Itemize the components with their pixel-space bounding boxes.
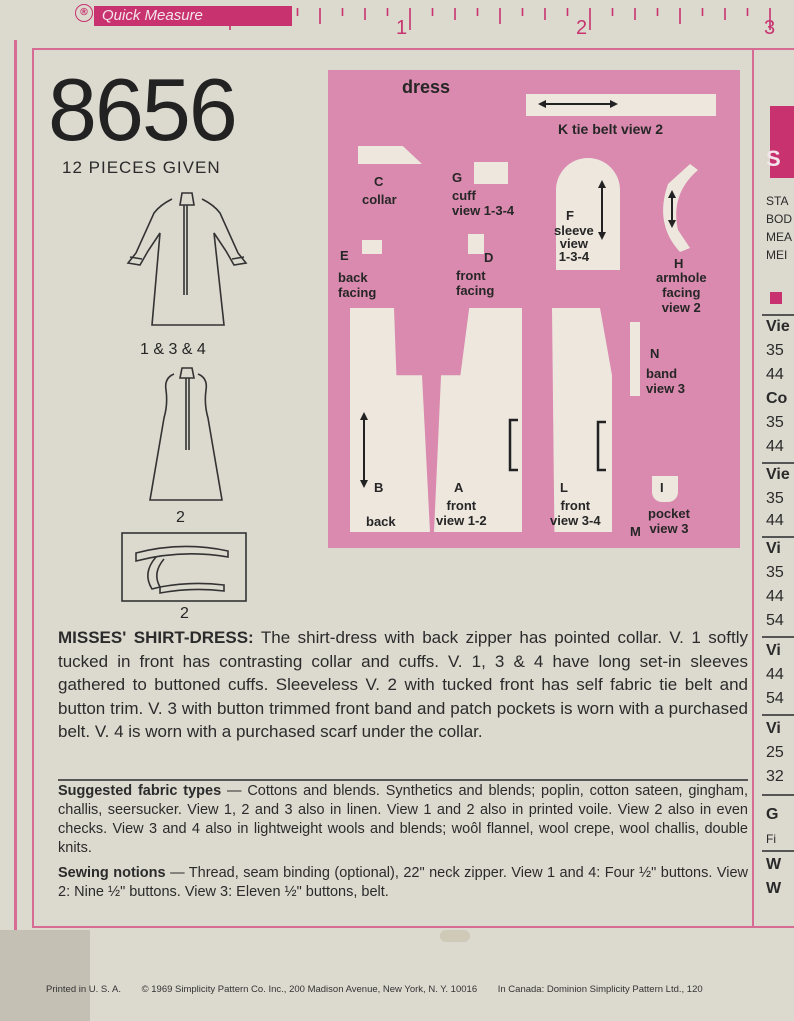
divider xyxy=(58,779,748,781)
right-line: MEA xyxy=(766,230,793,244)
piece-n-band xyxy=(630,322,640,396)
view-sketches xyxy=(112,185,262,625)
piece-l-label: front view 3-4 xyxy=(550,498,601,528)
piece-d-letter: D xyxy=(484,250,494,265)
dress-view-1-3-4-sketch xyxy=(128,193,246,325)
view-label-2: 2 xyxy=(176,509,185,526)
piece-i-label: pocket view 3 xyxy=(648,506,690,536)
panel-title: dress xyxy=(402,77,451,97)
right-line: STA xyxy=(766,194,789,208)
notions-body: — Thread, seam binding (optional), 22" neck zipper. View 1 and 4: Four ½" buttons. View 2: Nine ½" buttons. View 3: Eleven ½" buttons, belt. xyxy=(58,865,749,900)
piece-e-back-facing xyxy=(362,240,382,254)
outer-frame-line xyxy=(14,40,17,930)
piece-f-letter: F xyxy=(566,208,574,223)
paper-stain xyxy=(440,930,470,942)
printed-in: Printed in U. S. A. xyxy=(46,984,121,995)
right-line: BOD xyxy=(766,212,793,226)
right-line: W xyxy=(766,856,782,873)
piece-k-label: K tie belt view 2 xyxy=(558,121,664,137)
right-line: Co xyxy=(766,390,788,407)
right-line: 54 xyxy=(766,612,784,629)
dress-view-2-sketch xyxy=(150,368,222,500)
rule xyxy=(762,714,794,716)
right-line: 35 xyxy=(766,414,784,431)
piece-i-pocket xyxy=(652,476,678,502)
piece-d-label: front facing xyxy=(456,268,495,298)
right-line: Vie xyxy=(766,466,790,483)
ruler-number-1: 1 xyxy=(396,17,408,39)
piece-b-label: back xyxy=(366,514,396,529)
description-body: The shirt-dress with back zipper has pointed collar. V. 1 softly tucked in front has contrasting collar and cuffs. V. 1, 3 & 4 have long set-in sleeves gathered to buttoned cuffs. Sleeveless V. 2 with tucked front has self fabric tie belt and button trim. V. 3 with button trimmed front band and patch pockets is worn with a purchased belt. V. 4 is worn with a purchased scarf under the collar. xyxy=(58,628,748,741)
rule xyxy=(762,636,794,638)
tie-belt-sketch xyxy=(122,533,246,601)
piece-n-letter: N xyxy=(650,346,660,361)
suggested-fabrics xyxy=(58,782,748,858)
right-line: 35 xyxy=(766,342,784,359)
right-line: 25 xyxy=(766,744,784,761)
fold-bracket xyxy=(594,420,608,472)
footer xyxy=(46,984,794,995)
ruler-ticks xyxy=(70,0,794,40)
piece-b-letter: B xyxy=(374,480,384,495)
piece-e-letter: E xyxy=(340,248,349,263)
ruler-number-3: 3 xyxy=(764,17,776,39)
grainline-arrow xyxy=(596,180,608,240)
piece-l-letter: L xyxy=(560,480,568,495)
piece-g-label: cuff view 1-3-4 xyxy=(452,188,515,218)
right-line: Vi xyxy=(766,540,781,557)
right-line: Vi xyxy=(766,642,781,659)
pieces-given: 12 PIECES GIVEN xyxy=(62,158,221,177)
piece-a-label: front view 1-2 xyxy=(436,498,487,528)
right-line: 54 xyxy=(766,690,784,707)
right-line: W xyxy=(766,880,782,897)
piece-i-letter: I xyxy=(660,480,664,495)
right-line: Vi xyxy=(766,720,781,737)
piece-c-letter: C xyxy=(374,174,384,189)
piece-h-label: armhole facing view 2 xyxy=(656,270,707,315)
right-line: Fi xyxy=(766,832,776,846)
right-line: Vie xyxy=(766,318,790,335)
fabric-body: — Cottons and blends. Synthetics and blends; poplin, cotton sateen, gingham, challis, seersucker. View 1, 2 and 3 also in linen. View 1 and 2 also in printed voile. View 2 also in even checks. View 3 and 4 also in lightweight wools and blends; woôl flannel, wool crepe, wool challis, double knits. xyxy=(58,783,748,856)
fold-bracket xyxy=(506,418,520,472)
piece-h-letter: H xyxy=(674,256,684,271)
notions-lead: Sewing notions xyxy=(58,865,166,881)
copyright: © 1969 Simplicity Pattern Co. Inc., 200 Madison Avenue, New York, N. Y. 10016 xyxy=(141,984,478,995)
grainline-arrow xyxy=(358,412,370,488)
right-divider xyxy=(752,48,754,928)
piece-c-collar xyxy=(358,146,422,164)
piece-m-letter: M xyxy=(630,524,641,539)
right-line: 32 xyxy=(766,768,784,785)
rule xyxy=(762,536,794,538)
fabric-lead: Suggested fabric types xyxy=(58,783,222,799)
piece-a-letter: A xyxy=(454,480,464,495)
canada-notice: In Canada: Dominion Simplicity Pattern Ltd., 120 xyxy=(497,984,703,995)
pattern-number: 8656 xyxy=(48,60,236,159)
right-line: 44 xyxy=(766,666,784,683)
view-label-belt: 2 xyxy=(180,605,189,622)
sewing-notions xyxy=(58,864,748,902)
rule xyxy=(762,850,794,852)
piece-g-cuff xyxy=(474,162,508,184)
right-line: 35 xyxy=(766,564,784,581)
right-line: 35 xyxy=(766,490,784,507)
description-lead: MISSES' SHIRT-DRESS: xyxy=(58,628,254,647)
worn-corner xyxy=(0,930,90,1021)
right-line: S xyxy=(766,146,781,171)
quick-measure-label: Quick Measure xyxy=(94,6,292,26)
right-measurement-column xyxy=(762,100,794,930)
right-line: 44 xyxy=(766,588,784,605)
right-line: 44 xyxy=(766,366,784,383)
rule xyxy=(762,794,794,796)
pattern-pieces-panel xyxy=(328,70,740,548)
bullet-square xyxy=(770,292,782,304)
right-line: G xyxy=(766,806,779,823)
view-label-1-3-4: 1 & 3 & 4 xyxy=(140,341,206,358)
piece-e-label: back facing xyxy=(338,270,377,300)
registered-mark: ® xyxy=(75,4,93,22)
pattern-description xyxy=(58,626,748,744)
ruler-number-2: 2 xyxy=(576,17,588,39)
quick-measure-ruler xyxy=(70,0,794,40)
piece-h-armhole-facing xyxy=(650,164,700,254)
right-line: 44 xyxy=(766,512,784,529)
grainline-arrow xyxy=(538,98,618,110)
piece-g-letter: G xyxy=(452,170,463,185)
piece-n-label: band view 3 xyxy=(646,366,686,396)
piece-f-label: sleeve view 1-3-4 xyxy=(554,223,594,264)
rule xyxy=(762,314,794,316)
right-line: 44 xyxy=(766,438,784,455)
right-line: MEI xyxy=(766,248,788,262)
piece-c-label: collar xyxy=(362,192,397,207)
piece-d-front-facing xyxy=(468,234,484,254)
rule xyxy=(762,462,794,464)
